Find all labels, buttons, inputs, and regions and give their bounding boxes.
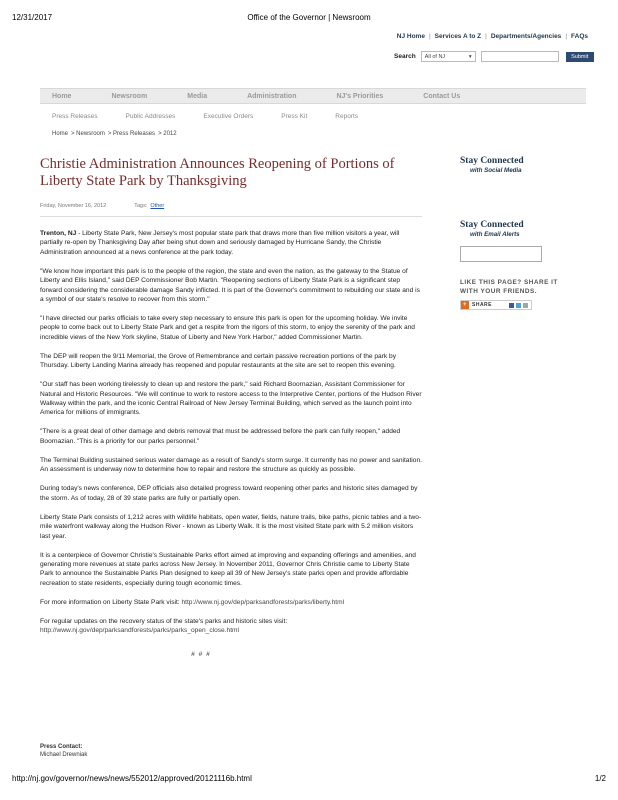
facebook-icon[interactable] [509,303,514,308]
liberty-park-link[interactable]: http://www.nj.gov/dep/parksandforests/parks/liberty.html [181,598,345,606]
social-heading[interactable]: Stay Connected [460,156,524,166]
breadcrumb-newsroom[interactable]: > Newsroom [71,131,105,137]
article-date: Friday, November 16, 2012 [40,203,107,209]
email-icon[interactable] [523,303,528,308]
paragraph: "There is a great deal of other damage and debris removal that must be addressed before the park can fully reopen," added Boornazian. "This is a priority for our parks personnel." [40,428,401,445]
utility-separator: | [565,33,568,40]
email-input[interactable] [460,246,542,262]
utility-separator: | [485,33,487,40]
paragraph: "Our staff has been working tirelessly to clean up and restore the park," said Richard Boornazian, Assistant Commissioner for Natural and Historic Resources. "We will continue to work to restore access to the Interpretive Center, portions of the Hudson River Walkway within the park, and the iconic Central Railroad of New Jersey Terminal Building, which served as the launch point into America for millions of immigrants. [40,381,422,417]
subnav-executive-orders[interactable]: Executive Orders [203,113,254,120]
print-url: http://nj.gov/governor/news/news/552012/approved/20121116b.html [12,774,252,783]
paragraph: The Terminal Building sustained serious water damage as a result of Sandy's storm surge. It currently has no power and sanitation. An assessment is underway now to determine how to repair and restore the structure as quickly as possible. [40,456,422,474]
email-block [460,220,600,262]
nav-media[interactable]: Media [187,92,208,100]
print-header [12,13,606,25]
email-heading[interactable]: Stay Connected [460,220,524,230]
sidebar [460,156,600,310]
email-subheading[interactable]: with Email Alerts [470,231,520,238]
paragraph: It is a centerpiece of Governor Christie's Sustainable Parks effort aimed at improving and expanding offerings and amenities, and generating more revenues at state parks across New Jersey. In November 2011, Governor Chris Christie came to Liberty State Park to announce the Sustainable Parks Plan designed to keep all 39 of New Jersey's state parks open and provide affordable recreation to state residents, especially during tough economic times. [40,551,416,587]
nav-contact[interactable]: Contact Us [423,92,461,100]
twitter-icon[interactable] [516,303,521,308]
search-scope-select[interactable] [421,51,476,62]
paragraph: During today's news conference, DEP officials also detailed progress toward reopening other parks and historic sites damaged by the storm. As of today, 28 of 39 state parks are fully or partially open. [40,485,418,502]
search-scope-value: All of NJ [424,53,446,60]
dateline: Trenton, NJ [40,230,77,237]
utility-nav [397,33,588,40]
share-button[interactable] [460,300,532,310]
end-marks: # # # [191,650,211,658]
nav-newsroom[interactable]: Newsroom [111,92,148,100]
article-title: Christie Administration Announces Reopening of Portions of Liberty State Park by Thanksgiving [40,156,395,189]
share-icon: + [462,301,467,308]
divider [40,216,422,217]
share-prompt-line2: WITH YOUR FRIENDS. [460,287,538,295]
nav-home[interactable]: Home [52,92,72,100]
sub-nav [52,113,386,120]
paragraph: For more information on Liberty State Park visit: http://www.nj.gov/dep/parksandforests/parks/liberty.html [40,598,345,606]
breadcrumb-home[interactable]: Home [52,131,69,137]
print-date: 12/31/2017 [12,13,53,22]
print-page-number: 1/2 [594,774,606,783]
tag-link[interactable]: Other [150,203,165,209]
article [40,156,422,659]
subnav-public-addresses[interactable]: Public Addresses [125,113,176,120]
share-block [460,279,600,310]
utility-separator: | [428,33,431,40]
utility-link-services[interactable]: Services A to Z [434,33,482,40]
breadcrumb-press-releases[interactable]: > Press Releases [107,131,156,137]
chevron-down-icon: ▾ [468,53,472,60]
social-block [460,156,600,174]
main-nav [40,88,586,104]
social-subheading[interactable]: with Social Media [470,167,522,174]
nav-priorities[interactable]: NJ's Priorities [336,92,384,100]
utility-link-nj-home[interactable]: NJ Home [396,33,425,40]
parks-status-link[interactable]: http://www.nj.gov/dep/parksandforests/parks/parks_open_close.html [40,627,240,635]
paragraph: Liberty State Park consists of 1,212 acres with wildlife habitats, open water, fields, nature trails, bike paths, picnic tables and a two-mile waterfront walkway along the Hudson River - known as Liberty Walk. It is the most visited State park with 5.2 million visitors last year. [40,513,422,540]
article-body [40,229,422,659]
press-contact [40,743,87,759]
subnav-press-releases[interactable]: Press Releases [52,113,98,120]
breadcrumb [52,131,177,137]
utility-link-departments[interactable]: Departments/Agencies [490,33,562,40]
utility-link-faqs[interactable]: FAQs [571,33,588,40]
subnav-reports[interactable]: Reports [335,113,359,120]
search-bar [394,51,594,62]
print-footer [12,774,606,786]
nav-administration[interactable]: Administration [247,92,297,100]
print-page-title: Office of the Governor | Newsroom [247,13,371,22]
paragraph: Trenton, NJ - Liberty State Park, New Jersey's most popular state park that draws more than five million visitors a year, will partially re-open by Thanksgiving Day after being shut down and seriously damaged by Hurricane Sandy, the Christie Administration announced at a news conference at the park today. [40,230,400,256]
press-contact-name: Michael Drewniak [40,752,88,758]
tags-label: Tags: [134,203,148,209]
share-services [509,303,528,308]
search-submit-button[interactable]: Submit [566,52,594,62]
press-contact-label: Press Contact: [40,744,83,750]
paragraph: "We know how important this park is to the people of the region, the state and even the nation, as the gateway to the Statue of Liberty and Ellis Island," said DEP Commissioner Bob Martin. "Reopening sections of Liberty State Park is a significant step forward considering the considerable damage Sandy inflicted. It is part of the Governor's commitment to rebuilding our state and is a symbol of our state's resolve to recover from this storm." [40,267,420,304]
paragraph: For regular updates on the recovery status of the state's parks and historic sites visit: http://www.nj.gov/dep/parksandforests/parks/parks_open_close.html [40,617,288,635]
paragraph: "I have directed our parks officials to take every step necessary to ensure this park is open for the upcoming holiday. We invite people to come back out to Liberty State Park and get a respite from the rigors of this storm, to enjoy the serenity of the park and incredible views of the New York skyline, Statue of Liberty and New York Harbor," added Commissioner Martin. [40,315,415,341]
breadcrumb-year: > 2012 [158,131,177,137]
search-label: Search [394,53,416,60]
article-meta [40,203,422,209]
share-label: SHARE [472,301,493,308]
paragraph: The DEP will reopen the 9/11 Memorial, the Grove of Remembrance and certain passive recreation portions of the park by Thursday. Liberty Landing Marina already has reopened and popular restaurants at the site are set to reopen this evening. [40,352,396,370]
share-prompt-line1: LIKE THIS PAGE? SHARE IT [460,279,558,286]
search-input[interactable] [481,51,559,62]
subnav-press-kit[interactable]: Press Kit [281,113,308,120]
